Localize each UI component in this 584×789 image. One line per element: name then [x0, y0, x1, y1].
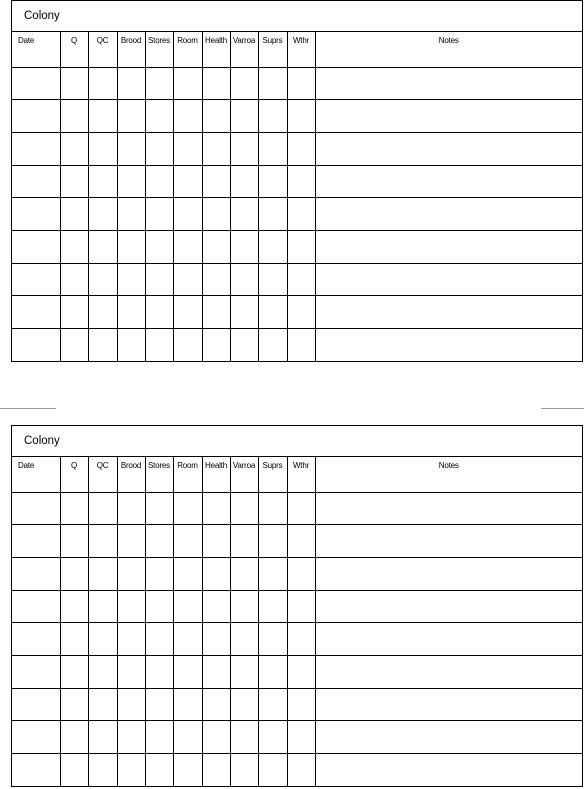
table-row	[12, 525, 582, 558]
entry-cell-suprs[interactable]	[258, 67, 287, 100]
entry-cell-wthr[interactable]	[287, 100, 315, 133]
entry-cell-qc[interactable]	[88, 655, 117, 688]
entry-cell-brood[interactable]	[117, 557, 145, 590]
cut-line-right	[541, 408, 584, 409]
entry-cell-room[interactable]	[173, 754, 202, 787]
entry-cell-date[interactable]	[12, 198, 60, 231]
entry-cell-suprs[interactable]	[258, 230, 287, 263]
entry-cell-qc[interactable]	[88, 296, 117, 329]
entry-cell-wthr[interactable]	[287, 165, 315, 198]
entry-cell-suprs[interactable]	[258, 557, 287, 590]
table-row	[12, 198, 582, 231]
entry-cell-suprs[interactable]	[258, 590, 287, 623]
column-header-room: Room	[173, 457, 202, 492]
colony-log-card-top	[11, 0, 583, 362]
column-header-stores: Stores	[145, 457, 173, 492]
entry-cell-stores[interactable]	[145, 623, 173, 656]
column-header-qc: QC	[88, 32, 117, 67]
entry-cell-stores[interactable]	[145, 230, 173, 263]
table-row	[12, 100, 582, 133]
table-row	[12, 557, 582, 590]
entry-cell-qc[interactable]	[88, 198, 117, 231]
entry-cell-brood[interactable]	[117, 688, 145, 721]
entry-cell-wthr[interactable]	[287, 557, 315, 590]
entry-cell-suprs[interactable]	[258, 623, 287, 656]
entry-cell-wthr[interactable]	[287, 198, 315, 231]
entry-cell-suprs[interactable]	[258, 132, 287, 165]
entry-cell-health[interactable]	[202, 492, 230, 525]
entry-cell-room[interactable]	[173, 688, 202, 721]
entry-cell-varroa[interactable]	[230, 263, 258, 296]
entry-cell-varroa[interactable]	[230, 688, 258, 721]
entry-cell-date[interactable]	[12, 754, 60, 787]
entry-cell-notes[interactable]	[315, 623, 582, 656]
entry-cell-suprs[interactable]	[258, 525, 287, 558]
entry-cell-room[interactable]	[173, 132, 202, 165]
entry-cell-date[interactable]	[12, 296, 60, 329]
header-row	[12, 32, 582, 67]
table-row	[12, 132, 582, 165]
entry-cell-stores[interactable]	[145, 754, 173, 787]
entry-cell-wthr[interactable]	[287, 132, 315, 165]
entry-cell-room[interactable]	[173, 557, 202, 590]
entry-cell-q[interactable]	[60, 100, 88, 133]
entry-cell-qc[interactable]	[88, 263, 117, 296]
entry-cell-stores[interactable]	[145, 329, 173, 362]
entry-cell-brood[interactable]	[117, 198, 145, 231]
entry-cell-room[interactable]	[173, 263, 202, 296]
entry-cell-notes[interactable]	[315, 67, 582, 100]
entry-cell-suprs[interactable]	[258, 100, 287, 133]
entry-cell-date[interactable]	[12, 67, 60, 100]
entry-cell-suprs[interactable]	[258, 165, 287, 198]
entry-cell-health[interactable]	[202, 590, 230, 623]
entry-cell-stores[interactable]	[145, 67, 173, 100]
entry-cell-q[interactable]	[60, 688, 88, 721]
table-row	[12, 329, 582, 362]
entry-cell-stores[interactable]	[145, 557, 173, 590]
table-row	[12, 623, 582, 656]
entry-cell-wthr[interactable]	[287, 525, 315, 558]
entry-cell-room[interactable]	[173, 100, 202, 133]
column-header-stores: Stores	[145, 32, 173, 67]
entry-cell-notes[interactable]	[315, 329, 582, 362]
entry-cell-room[interactable]	[173, 721, 202, 754]
entry-cell-stores[interactable]	[145, 198, 173, 231]
column-header-health: Health	[202, 457, 230, 492]
entry-cell-stores[interactable]	[145, 655, 173, 688]
entry-cell-date[interactable]	[12, 655, 60, 688]
entry-cell-varroa[interactable]	[230, 492, 258, 525]
entry-cell-notes[interactable]	[315, 263, 582, 296]
entry-cell-q[interactable]	[60, 754, 88, 787]
entry-cell-date[interactable]	[12, 165, 60, 198]
column-header-health: Health	[202, 32, 230, 67]
entry-cell-notes[interactable]	[315, 590, 582, 623]
column-header-qc: QC	[88, 457, 117, 492]
table-row	[12, 754, 582, 787]
entry-cell-brood[interactable]	[117, 132, 145, 165]
colony-log-card-bottom	[11, 425, 583, 787]
header-row	[12, 457, 582, 492]
column-header-suprs: Suprs	[258, 32, 287, 67]
table-row	[12, 655, 582, 688]
entry-cell-q[interactable]	[60, 132, 88, 165]
entry-cell-health[interactable]	[202, 230, 230, 263]
entry-cell-brood[interactable]	[117, 492, 145, 525]
entry-cell-wthr[interactable]	[287, 655, 315, 688]
entry-cell-stores[interactable]	[145, 590, 173, 623]
entry-cell-notes[interactable]	[315, 198, 582, 231]
entry-cell-health[interactable]	[202, 754, 230, 787]
entry-cell-q[interactable]	[60, 623, 88, 656]
table-row	[12, 165, 582, 198]
entry-cell-notes[interactable]	[315, 721, 582, 754]
entry-cell-brood[interactable]	[117, 67, 145, 100]
entry-cell-qc[interactable]	[88, 721, 117, 754]
entry-cell-stores[interactable]	[145, 263, 173, 296]
entry-cell-date[interactable]	[12, 557, 60, 590]
entry-cell-date[interactable]	[12, 132, 60, 165]
column-header-room: Room	[173, 32, 202, 67]
entry-cell-health[interactable]	[202, 525, 230, 558]
entry-cell-qc[interactable]	[88, 623, 117, 656]
entry-cell-health[interactable]	[202, 100, 230, 133]
entry-cell-health[interactable]	[202, 296, 230, 329]
entry-cell-notes[interactable]	[315, 557, 582, 590]
entry-cell-notes[interactable]	[315, 688, 582, 721]
entry-cell-room[interactable]	[173, 198, 202, 231]
entry-cell-q[interactable]	[60, 296, 88, 329]
entry-cell-room[interactable]	[173, 329, 202, 362]
column-header-q: Q	[60, 32, 88, 67]
cut-line-left	[0, 408, 56, 409]
entry-cell-qc[interactable]	[88, 688, 117, 721]
entry-cell-wthr[interactable]	[287, 329, 315, 362]
entry-cell-qc[interactable]	[88, 754, 117, 787]
inspection-table	[12, 32, 582, 361]
entry-cell-date[interactable]	[12, 721, 60, 754]
entry-cell-room[interactable]	[173, 492, 202, 525]
entry-cell-q[interactable]	[60, 492, 88, 525]
entry-cell-health[interactable]	[202, 263, 230, 296]
entry-cell-q[interactable]	[60, 590, 88, 623]
entry-cell-room[interactable]	[173, 296, 202, 329]
entry-cell-suprs[interactable]	[258, 263, 287, 296]
entry-cell-room[interactable]	[173, 655, 202, 688]
entry-cell-stores[interactable]	[145, 688, 173, 721]
entry-cell-suprs[interactable]	[258, 198, 287, 231]
entry-cell-varroa[interactable]	[230, 296, 258, 329]
entry-cell-qc[interactable]	[88, 230, 117, 263]
entry-cell-qc[interactable]	[88, 100, 117, 133]
entry-cell-notes[interactable]	[315, 492, 582, 525]
entry-cell-room[interactable]	[173, 590, 202, 623]
entry-cell-varroa[interactable]	[230, 754, 258, 787]
entry-cell-date[interactable]	[12, 590, 60, 623]
entry-cell-health[interactable]	[202, 198, 230, 231]
table-row	[12, 67, 582, 100]
column-header-notes: Notes	[315, 32, 582, 67]
entry-cell-varroa[interactable]	[230, 67, 258, 100]
inspection-table	[12, 457, 582, 786]
entry-cell-suprs[interactable]	[258, 721, 287, 754]
table-row	[12, 263, 582, 296]
entry-cell-date[interactable]	[12, 623, 60, 656]
entry-cell-health[interactable]	[202, 655, 230, 688]
entry-cell-brood[interactable]	[117, 296, 145, 329]
entry-cell-brood[interactable]	[117, 329, 145, 362]
entry-cell-notes[interactable]	[315, 132, 582, 165]
entry-cell-health[interactable]	[202, 132, 230, 165]
entry-cell-varroa[interactable]	[230, 590, 258, 623]
entry-cell-stores[interactable]	[145, 525, 173, 558]
entry-cell-room[interactable]	[173, 623, 202, 656]
entry-cell-suprs[interactable]	[258, 688, 287, 721]
entry-cell-brood[interactable]	[117, 623, 145, 656]
entry-cell-q[interactable]	[60, 198, 88, 231]
entry-cell-suprs[interactable]	[258, 329, 287, 362]
entry-cell-notes[interactable]	[315, 100, 582, 133]
entry-cell-varroa[interactable]	[230, 230, 258, 263]
column-header-wthr: Wthr	[287, 32, 315, 67]
colony-title: Colony	[12, 1, 582, 32]
entry-cell-notes[interactable]	[315, 655, 582, 688]
column-header-notes: Notes	[315, 457, 582, 492]
entry-cell-varroa[interactable]	[230, 165, 258, 198]
column-header-date: Date	[12, 32, 60, 67]
table-row	[12, 721, 582, 754]
entry-cell-brood[interactable]	[117, 721, 145, 754]
entry-cell-q[interactable]	[60, 230, 88, 263]
column-header-q: Q	[60, 457, 88, 492]
entry-cell-q[interactable]	[60, 655, 88, 688]
entry-cell-brood[interactable]	[117, 754, 145, 787]
entry-cell-varroa[interactable]	[230, 655, 258, 688]
entry-cell-suprs[interactable]	[258, 754, 287, 787]
entry-cell-date[interactable]	[12, 100, 60, 133]
entry-cell-suprs[interactable]	[258, 655, 287, 688]
entry-cell-date[interactable]	[12, 230, 60, 263]
column-header-varroa: Varroa	[230, 32, 258, 67]
entry-cell-varroa[interactable]	[230, 721, 258, 754]
entry-cell-room[interactable]	[173, 165, 202, 198]
entry-cell-suprs[interactable]	[258, 492, 287, 525]
entry-cell-varroa[interactable]	[230, 198, 258, 231]
entry-cell-notes[interactable]	[315, 754, 582, 787]
entry-cell-stores[interactable]	[145, 165, 173, 198]
entry-cell-stores[interactable]	[145, 721, 173, 754]
entry-cell-q[interactable]	[60, 165, 88, 198]
entry-cell-brood[interactable]	[117, 655, 145, 688]
entry-cell-brood[interactable]	[117, 525, 145, 558]
entry-cell-varroa[interactable]	[230, 525, 258, 558]
table-row	[12, 492, 582, 525]
entry-cell-room[interactable]	[173, 230, 202, 263]
entry-cell-varroa[interactable]	[230, 557, 258, 590]
entry-cell-health[interactable]	[202, 557, 230, 590]
table-row	[12, 230, 582, 263]
column-header-varroa: Varroa	[230, 457, 258, 492]
entry-cell-health[interactable]	[202, 721, 230, 754]
entry-cell-notes[interactable]	[315, 525, 582, 558]
entry-cell-stores[interactable]	[145, 492, 173, 525]
column-header-brood: Brood	[117, 32, 145, 67]
entry-cell-brood[interactable]	[117, 165, 145, 198]
entry-cell-wthr[interactable]	[287, 590, 315, 623]
entry-cell-q[interactable]	[60, 721, 88, 754]
table-row	[12, 590, 582, 623]
entry-cell-brood[interactable]	[117, 590, 145, 623]
column-header-brood: Brood	[117, 457, 145, 492]
entry-cell-qc[interactable]	[88, 525, 117, 558]
entry-cell-brood[interactable]	[117, 263, 145, 296]
entry-cell-wthr[interactable]	[287, 230, 315, 263]
table-row	[12, 296, 582, 329]
entry-cell-q[interactable]	[60, 263, 88, 296]
entry-cell-health[interactable]	[202, 623, 230, 656]
entry-cell-qc[interactable]	[88, 590, 117, 623]
entry-cell-date[interactable]	[12, 688, 60, 721]
entry-cell-qc[interactable]	[88, 67, 117, 100]
entry-cell-qc[interactable]	[88, 557, 117, 590]
entry-cell-brood[interactable]	[117, 230, 145, 263]
entry-cell-room[interactable]	[173, 525, 202, 558]
entry-cell-date[interactable]	[12, 263, 60, 296]
entry-cell-qc[interactable]	[88, 492, 117, 525]
entry-cell-wthr[interactable]	[287, 263, 315, 296]
entry-cell-varroa[interactable]	[230, 623, 258, 656]
entry-cell-health[interactable]	[202, 329, 230, 362]
entry-cell-notes[interactable]	[315, 296, 582, 329]
entry-cell-qc[interactable]	[88, 165, 117, 198]
entry-cell-health[interactable]	[202, 165, 230, 198]
column-header-wthr: Wthr	[287, 457, 315, 492]
column-header-date: Date	[12, 457, 60, 492]
entry-cell-date[interactable]	[12, 525, 60, 558]
entry-cell-health[interactable]	[202, 67, 230, 100]
entry-cell-wthr[interactable]	[287, 721, 315, 754]
entry-cell-notes[interactable]	[315, 165, 582, 198]
column-header-suprs: Suprs	[258, 457, 287, 492]
colony-title: Colony	[12, 426, 582, 457]
entry-cell-q[interactable]	[60, 525, 88, 558]
entry-cell-qc[interactable]	[88, 132, 117, 165]
entry-cell-varroa[interactable]	[230, 132, 258, 165]
entry-cell-wthr[interactable]	[287, 754, 315, 787]
entry-cell-date[interactable]	[12, 492, 60, 525]
entry-cell-q[interactable]	[60, 557, 88, 590]
entry-cell-q[interactable]	[60, 329, 88, 362]
entry-cell-stores[interactable]	[145, 296, 173, 329]
entry-cell-q[interactable]	[60, 67, 88, 100]
entry-cell-room[interactable]	[173, 67, 202, 100]
entry-cell-brood[interactable]	[117, 100, 145, 133]
entry-cell-wthr[interactable]	[287, 623, 315, 656]
entry-cell-stores[interactable]	[145, 100, 173, 133]
entry-cell-varroa[interactable]	[230, 329, 258, 362]
entry-cell-stores[interactable]	[145, 132, 173, 165]
table-row	[12, 688, 582, 721]
entry-cell-health[interactable]	[202, 688, 230, 721]
entry-cell-wthr[interactable]	[287, 67, 315, 100]
entry-cell-qc[interactable]	[88, 329, 117, 362]
entry-cell-varroa[interactable]	[230, 100, 258, 133]
entry-cell-wthr[interactable]	[287, 688, 315, 721]
entry-cell-wthr[interactable]	[287, 492, 315, 525]
entry-cell-suprs[interactable]	[258, 296, 287, 329]
entry-cell-date[interactable]	[12, 329, 60, 362]
entry-cell-notes[interactable]	[315, 230, 582, 263]
entry-cell-wthr[interactable]	[287, 296, 315, 329]
